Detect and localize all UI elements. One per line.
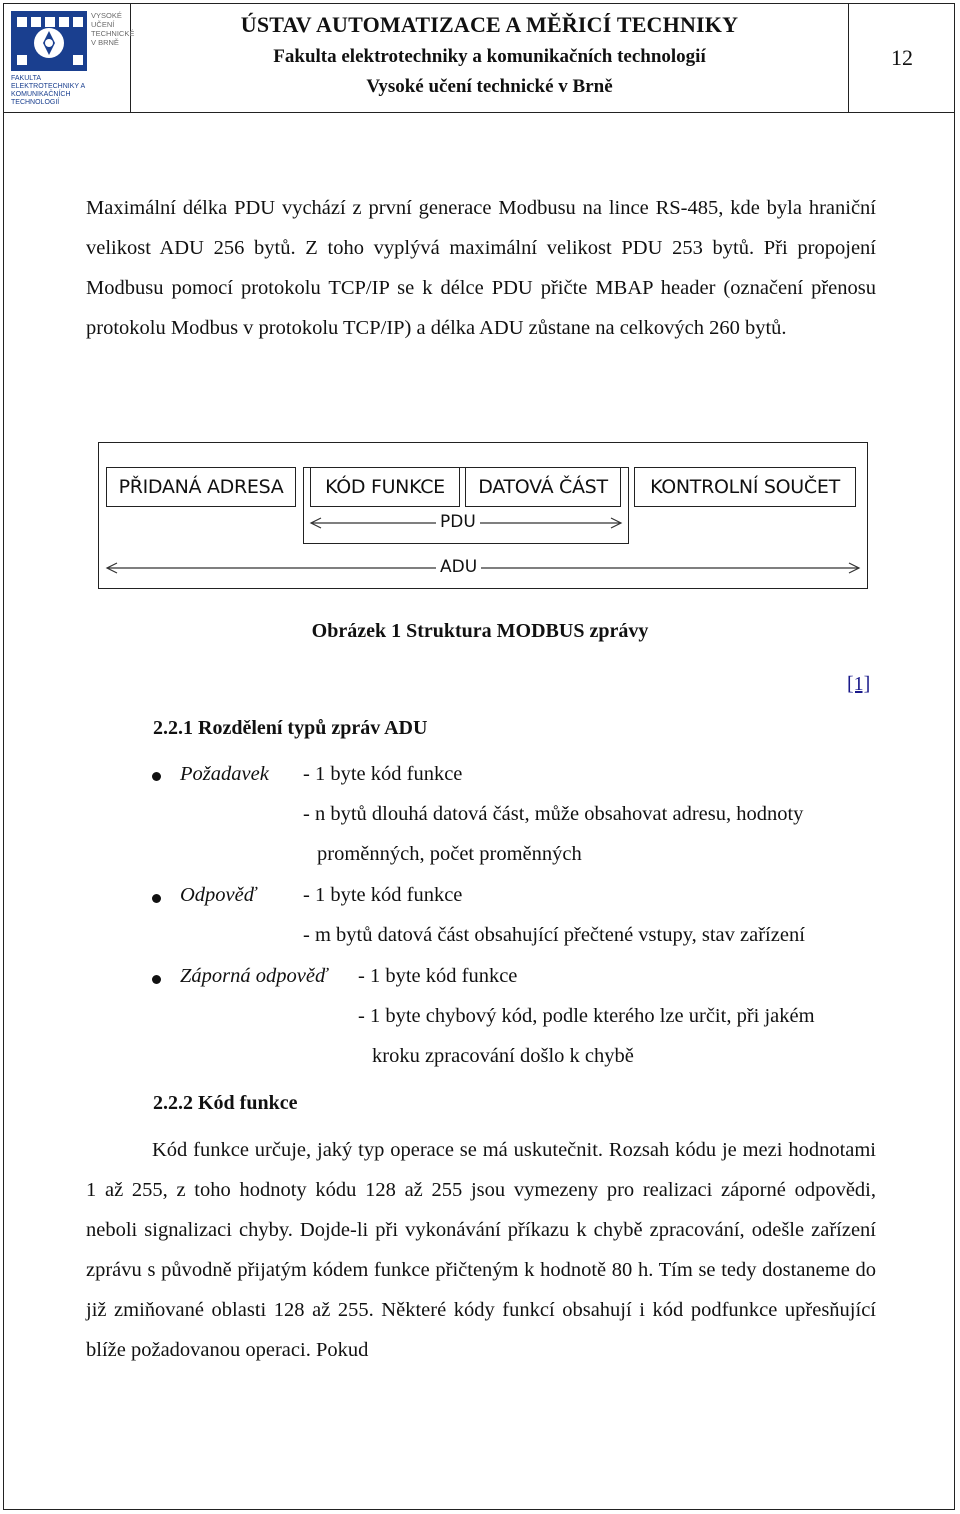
institute-name: ÚSTAV AUTOMATIZACE A MĚŘICÍ TECHNIKY (240, 12, 739, 37)
logo-bottom-text: FAKULTA ELEKTROTECHNIKY A KOMUNIKAČNÍCH TECHNOLOGIÍ (11, 75, 85, 106)
modbus-structure-figure (98, 442, 868, 589)
negative-line-1: - 1 byte kód funkce (358, 965, 518, 987)
response-line-2: - m bytů datová část obsahující přečtené vstupy, stav zařízení (303, 924, 805, 946)
function-code-paragraph (86, 1130, 876, 1370)
figure-caption: Obrázek 1 Struktura MODBUS zprávy (311, 620, 649, 642)
field-checksum: KONTROLNÍ SOUČET (634, 467, 856, 507)
page-header (3, 3, 955, 113)
section-heading-222: 2.2.2 Kód funkce (153, 1092, 298, 1114)
page-number: 12 (891, 45, 913, 70)
figure-arrows (99, 443, 869, 590)
university-name: Vysoké učení technické v Brně (366, 76, 613, 97)
reference-link[interactable]: [1] (847, 673, 871, 695)
negative-line-3: kroku zpracování došlo k chybě (372, 1045, 634, 1067)
response-line-1: - 1 byte kód funkce (303, 884, 463, 906)
header-titles (131, 3, 849, 113)
pdu-label: PDU (436, 512, 480, 532)
bullet-icon (152, 975, 162, 985)
request-line-3: proměnných, počet proměnných (317, 843, 582, 865)
university-logo (3, 3, 135, 113)
function-code-text: Kód funkce určuje, jaký typ operace se má uskutečnit. Rozsah kódu je mezi hodnotami 1 až 255, z toho hodnoty kódu 128 až 255 jsou vymezeny pro realizaci záporné odpovědi, neboli signalizaci chyby. Dojde-li při vykonávání příkazu k chybě zpracování, odešle zařízení zprávu s původně přijatým kódem funkce přičteným k hodnotě 80 h. Tím se tedy dostaneme do již zmiňované oblasti 128 až 255. Některé kódy funkcí obsahují i kód podfunkce upřesňující blíže požadovanou operaci. Pokud (86, 1139, 876, 1361)
request-line-1: - 1 byte kód funkce (303, 763, 463, 785)
request-line-2: - n bytů dlouhá datová část, může obsahovat adresu, hodnoty (303, 803, 804, 825)
term-request: Požadavek (180, 763, 269, 785)
field-added-address: PŘIDANÁ ADRESA (106, 467, 296, 507)
term-response: Odpověď (180, 884, 257, 906)
header-divider (3, 112, 955, 113)
field-function-code: KÓD FUNKCE (310, 467, 460, 507)
faculty-name: Fakulta elektrotechniky a komunikačních technologií (273, 46, 706, 67)
bullet-icon (152, 894, 162, 904)
adu-label: ADU (436, 557, 481, 577)
term-negative-response: Záporná odpověď (180, 965, 328, 987)
faculty-logo-icon (9, 9, 89, 73)
bullet-icon (152, 772, 162, 782)
field-data-part: DATOVÁ ČÁST (465, 467, 621, 507)
section-heading-221: 2.2.1 Rozdělení typů zpráv ADU (153, 717, 428, 739)
intro-paragraph: Maximální délka PDU vychází z první generace Modbusu na lince RS-485, kde byla hraniční velikost ADU 256 bytů. Z toho vyplývá maximální velikost PDU 253 bytů. Při propojení Modbusu pomocí protokolu TCP/IP se k délce PDU přičte MBAP header (označení přenosu protokolu Modbus v protokolu TCP/IP) a délka ADU zůstane na celkových 260 bytů. (86, 197, 876, 339)
logo-top-text: VYSOKÉ UČENÍ TECHNICKÉ V BRNĚ (91, 11, 135, 47)
negative-line-2: - 1 byte chybový kód, podle kterého lze určit, při jakém (358, 1005, 815, 1027)
